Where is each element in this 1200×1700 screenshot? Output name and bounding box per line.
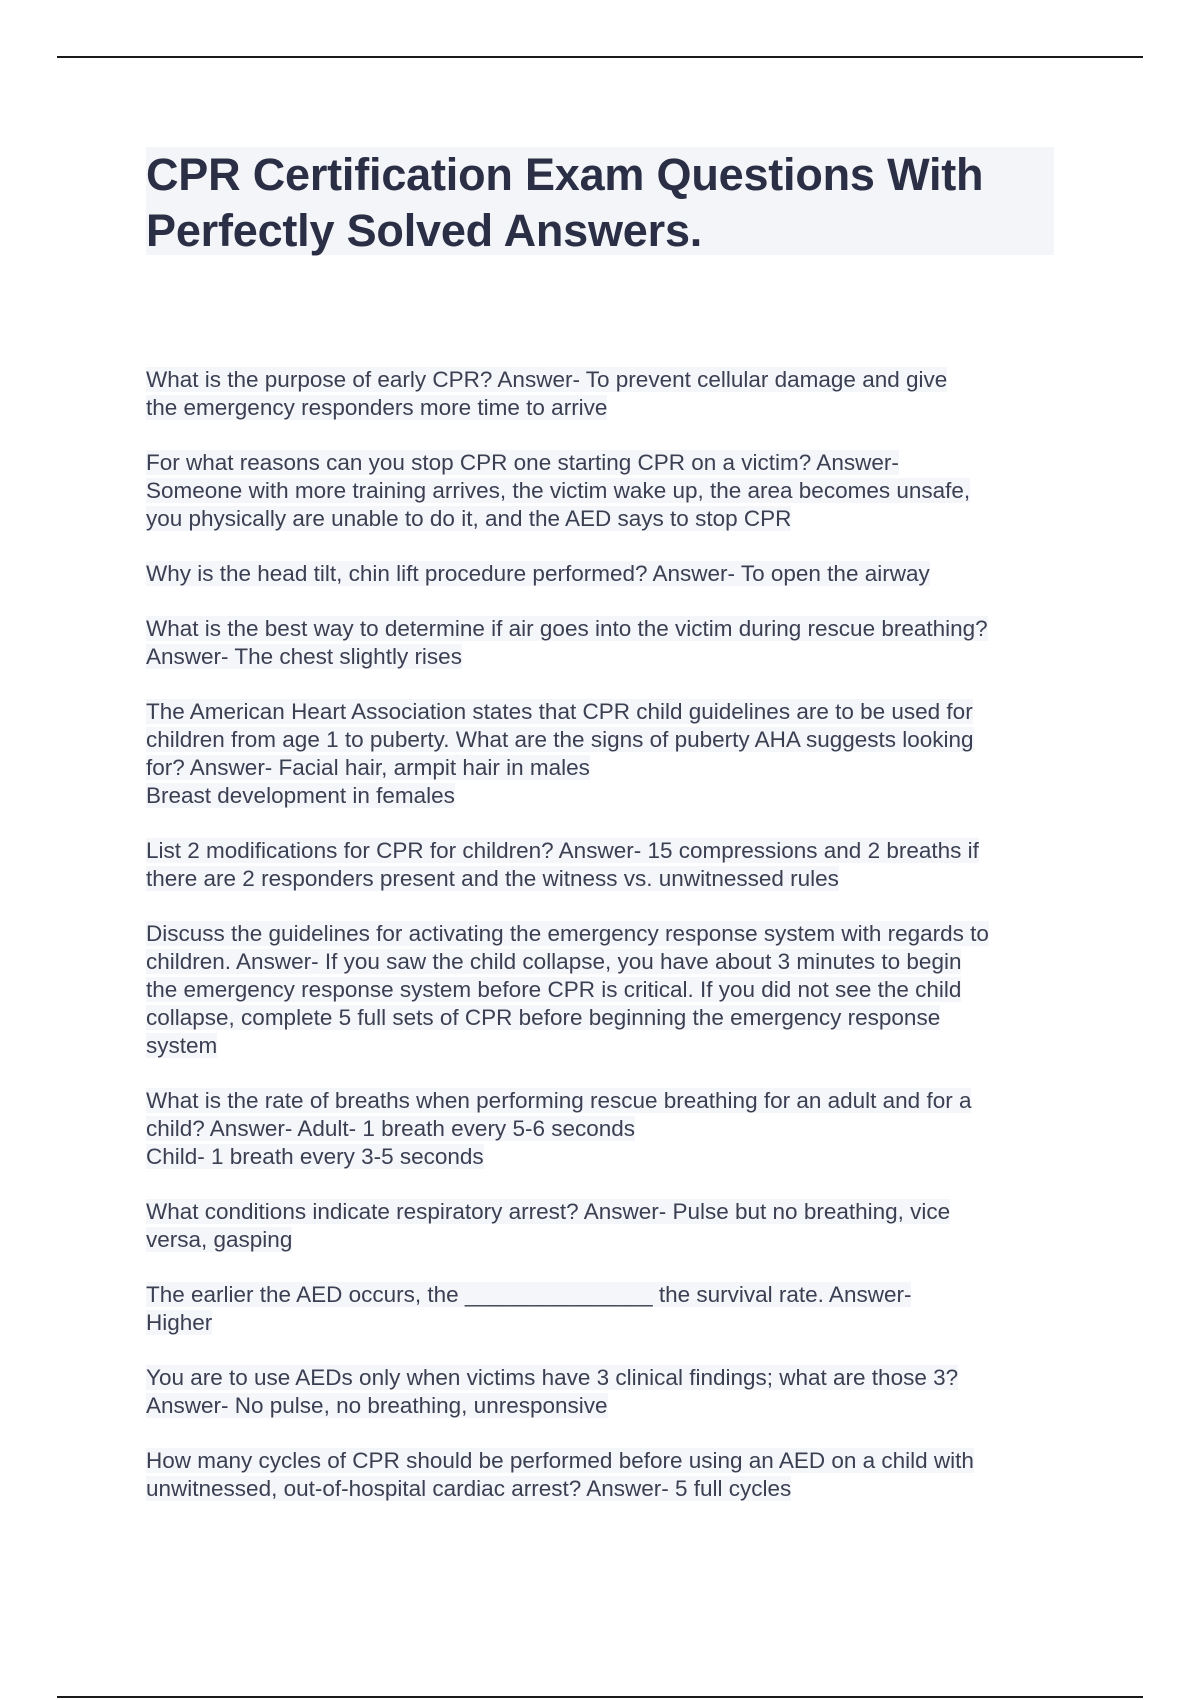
qa-item-12: How many cycles of CPR should be performed before using an AED on a child with unwitnessed, out-of-hospital cardiac arrest? Answer- 5 full cycles <box>146 1448 974 1501</box>
title-block <box>146 147 1054 255</box>
qa-item-11: You are to use AEDs only when victims have 3 clinical findings; what are those 3? Answer- No pulse, no breathing, unresponsive <box>146 1365 959 1418</box>
qa-item-1: What is the purpose of early CPR? Answer- To prevent cellular damage and give the emergency responders more time to arrive <box>146 367 948 420</box>
top-rule <box>57 56 1143 58</box>
page-title: CPR Certification Exam Questions With Perfectly Solved Answers. <box>146 149 984 256</box>
qa-item-8: What is the rate of breaths when performing rescue breathing for an adult and for a child? Answer- Adult- 1 breath every 5-6 seconds Child- 1 breath every 3-5 seconds <box>146 1088 972 1169</box>
qa-item-6: List 2 modifications for CPR for children? Answer- 15 compressions and 2 breaths if there are 2 responders present and the witness vs. unwitnessed rules <box>146 838 979 891</box>
qa-item-7: Discuss the guidelines for activating the emergency response system with regards to children. Answer- If you saw the child collapse, you have about 3 minutes to begin the emergency response system before CPR is critical. If you did not see the child collapse, complete 5 full sets of CPR before beginning the emergency response system <box>146 921 989 1058</box>
qa-item-5: The American Heart Association states that CPR child guidelines are to be used for children from age 1 to puberty. What are the signs of puberty AHA suggests looking for? Answer- Facial hair, armpit hair in males Breast development in females <box>146 699 974 808</box>
qa-list <box>146 366 1066 1530</box>
bottom-rule <box>57 1696 1143 1698</box>
qa-item-3: Why is the head tilt, chin lift procedure performed? Answer- To open the airway <box>146 561 930 586</box>
qa-item-2: For what reasons can you stop CPR one starting CPR on a victim? Answer- Someone with more training arrives, the victim wake up, the area becomes unsafe, you physically are unable to do it, and the AED says to stop CPR <box>146 450 971 531</box>
qa-item-10: The earlier the AED occurs, the _______________ the survival rate. Answer- Higher <box>146 1282 912 1335</box>
qa-item-4: What is the best way to determine if air goes into the victim during rescue breathing? Answer- The chest slightly rises <box>146 616 988 669</box>
qa-item-9: What conditions indicate respiratory arrest? Answer- Pulse but no breathing, vice versa, gasping <box>146 1199 951 1252</box>
